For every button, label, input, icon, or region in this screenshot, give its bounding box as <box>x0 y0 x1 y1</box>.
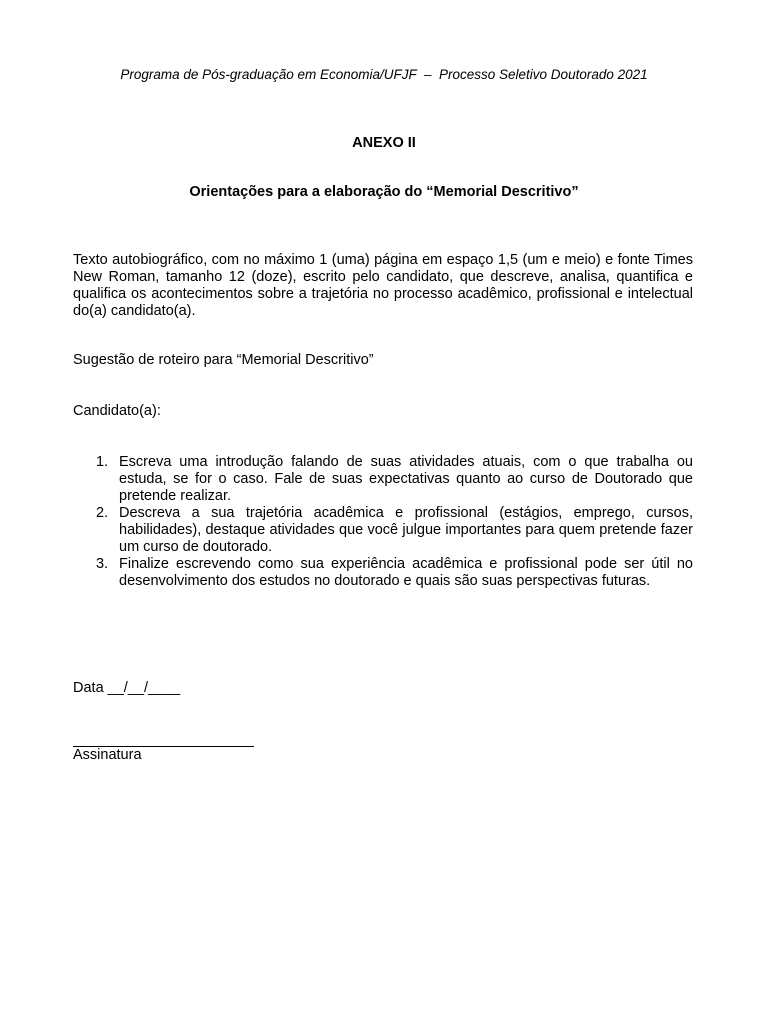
date-field: Data __/__/____ <box>73 680 181 696</box>
document-subtitle: Orientações para a elaboração do “Memorial Descritivo” <box>189 184 579 200</box>
list-item-number: 2. <box>96 505 109 521</box>
signature-line <box>73 730 254 747</box>
intro-paragraph: Texto autobiográfico, com no máximo 1 (uma) página em espaço 1,5 (um e meio) e fonte Times New Roman, tamanho 12 (doze), escrito pelo candidato, que descreve, analisa, quantifica e qualifica os acontecimentos sobre a trajetória no processo acadêmico, profissional e intelectual do(a) candidato(a). <box>73 252 693 319</box>
document-header: Programa de Pós-graduação em Economia/UFJF – Processo Seletivo Doutorado 2021 <box>120 67 648 82</box>
list-item-text: Descreva a sua trajetória acadêmica e profissional (estágios, emprego, cursos, habilidades), destaque atividades que você julgue importantes para quem pretende fazer um curso de doutorado. <box>119 505 693 555</box>
list-item <box>73 454 693 505</box>
suggestion-heading: Sugestão de roteiro para “Memorial Descritivo” <box>73 352 374 368</box>
signature-label: Assinatura <box>73 747 142 763</box>
list-item <box>73 505 693 556</box>
annex-title: ANEXO II <box>352 135 416 151</box>
steps-list <box>73 454 693 590</box>
list-item <box>73 556 693 590</box>
list-item-text: Escreva uma introdução falando de suas atividades atuais, com o que trabalha ou estuda, se for o caso. Fale de suas expectativas quanto ao curso de Doutorado que pretende realizar. <box>119 454 693 504</box>
list-item-number: 1. <box>96 454 109 470</box>
list-item-text: Finalize escrevendo como sua experiência acadêmica e profissional pode ser útil no desenvolvimento dos estudos no doutorado e quais são suas perspectivas futuras. <box>119 556 693 589</box>
list-item-number: 3. <box>96 556 109 572</box>
candidate-label: Candidato(a): <box>73 403 161 419</box>
